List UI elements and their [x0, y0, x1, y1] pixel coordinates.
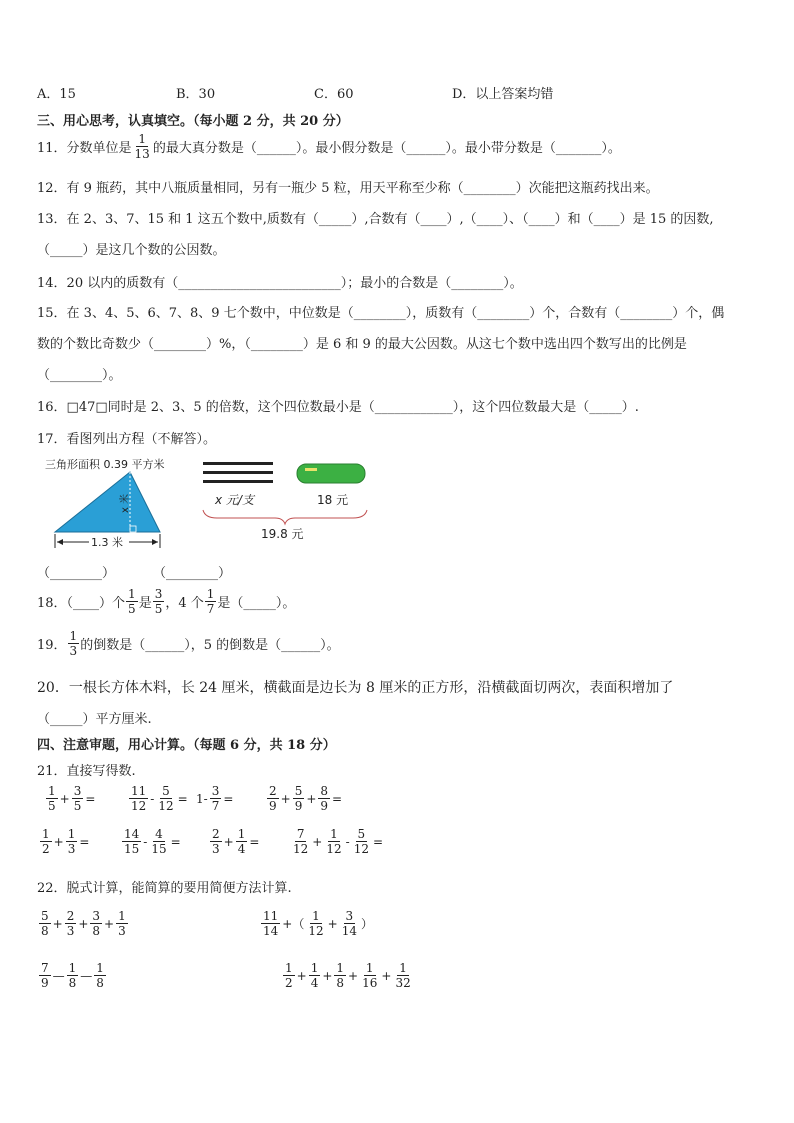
- section-4-heading: 四、注意审题，用心计算。（每题 6 分，共 18 分）: [37, 738, 336, 753]
- question-14: 14．20 以内的质数有（_________________________）；最小的合数是（________）。: [37, 276, 523, 291]
- question-21: 21．直接写得数.: [37, 764, 136, 779]
- q21-expression-1: $\frac{1}{5}$ + $\frac{3}{5}$ =: [48, 784, 96, 813]
- choice-d: D．以上答案均错: [452, 87, 554, 102]
- triangle-area-label: 三角形面积 0.39 平方米: [45, 458, 165, 471]
- q21-expression-3: 1- $\frac{3}{7}$ =: [196, 784, 234, 813]
- choice-b: B．30: [176, 87, 216, 102]
- pen-2: [203, 471, 273, 474]
- total-brace: [203, 510, 367, 524]
- q17-answer-2: （________）: [153, 566, 232, 581]
- section-3-heading: 三、用心思考，认真填空。（每小题 2 分，共 20 分）: [37, 114, 349, 129]
- question-11: [37, 133, 621, 160]
- q21-expression-2: $\frac{11}{12}$ - $\frac{5}{12}$ =: [131, 784, 188, 813]
- triangle-base-label: 1.3 米: [91, 536, 123, 549]
- pencil-box: [297, 464, 365, 483]
- q18-fraction-3: $\frac{1}{7}$: [206, 587, 215, 616]
- question-17: 17．看图列出方程（不解答）。: [37, 432, 217, 447]
- question-13-line2: （_____）是这几个数的公因数。: [37, 243, 226, 258]
- q18-fraction-2: $\frac{3}{5}$: [154, 587, 163, 616]
- q19-prefix: 19．: [37, 638, 67, 653]
- q21-expression-8: $\frac{7}{12}$ + $\frac{1}{12}$ - $\frac{5}{12}$ =: [293, 827, 384, 856]
- pencil-box-price-label: 18 元: [317, 493, 349, 507]
- q22-expression-3: $\frac{7}{9}$ — $\frac{1}{8}$ — $\frac{1}{8}$: [41, 961, 104, 990]
- question-15-line3: （________）。: [37, 368, 122, 383]
- total-price-label: 19.8 元: [261, 527, 304, 541]
- q21-expression-6: $\frac{14}{15}$ - $\frac{4}{15}$ =: [124, 827, 181, 856]
- q21-expression-7: $\frac{2}{3}$ + $\frac{1}{4}$ =: [212, 827, 260, 856]
- q19-suffix: 的倒数是（______），5 的倒数是（______）。: [80, 638, 340, 653]
- q11-fraction: $\frac{1}{13}$: [134, 132, 150, 161]
- question-15-line1: 15．在 3、4、5、6、7、8、9 七个数中，中位数是（________），质数有（________）个，合数有（________）个，偶: [37, 306, 725, 321]
- pen-1: [203, 462, 273, 465]
- q18-suffix: 是（_____）。: [217, 596, 296, 611]
- pen-3: [203, 480, 273, 483]
- q22-expression-1: $\frac{5}{8}$ + $\frac{2}{3}$ + $\frac{3}{8}$ + $\frac{1}{3}$: [41, 909, 126, 938]
- triangle-height-label: x 米: [120, 493, 131, 513]
- q18-fraction-1: $\frac{1}{5}$: [128, 587, 136, 616]
- q11-suffix: 的最大真分数是（______）。最小假分数是（______）。最小带分数是（_______）。: [152, 141, 621, 156]
- q17-answer-1: （________）: [37, 566, 116, 581]
- choice-c: C．60: [314, 87, 354, 102]
- base-arrow-left: [57, 539, 63, 545]
- question-18: [37, 588, 295, 615]
- question-16: 16．□47□同时是 2、3、5 的倍数，这个四位数最小是（____________），这个四位数最大是（_____）.: [37, 400, 639, 415]
- question-20-line2: （_____）平方厘米.: [37, 712, 152, 727]
- question-13-line1: 13．在 2、3、7、15 和 1 这五个数中,质数有（_____）,合数有（____）,（____）、（____）和（____）是 15 的因数,: [37, 212, 714, 227]
- question-22: 22．脱式计算，能简算的要用简便方法计算.: [37, 881, 292, 896]
- q22-expression-2: $\frac{11}{14}$ +（ $\frac{1}{12}$ + $\frac{3}{14}$ ）: [263, 909, 373, 938]
- question-15-line2: 数的个数比奇数少（________）%，（________）是 6 和 9 的最大公因数。从这七个数中选出四个数写出的比例是: [37, 337, 687, 352]
- q21-expression-4: $\frac{2}{9}$ + $\frac{5}{9}$ + $\frac{8}{9}$ =: [269, 784, 343, 813]
- q22-expression-4: $\frac{1}{2}$ + $\frac{1}{4}$ + $\frac{1}{8}$ + $\frac{1}{16}$ + $\frac{1}{32}$: [285, 961, 411, 990]
- question-12: 12．有 9 瓶药，其中八瓶质量相同，另有一瓶少 5 粒，用天平称至少称（________）次能把这瓶药找出来。: [37, 181, 659, 196]
- question-20-line1: 20．一根长方体木料，长 24 厘米，横截面是边长为 8 厘米的正方形，沿横截面切两次，表面积增加了: [37, 680, 674, 696]
- q19-fraction: $\frac{1}{3}$: [69, 629, 78, 658]
- base-arrow-right: [152, 539, 158, 545]
- pencil-box-decoration: [305, 468, 317, 471]
- pen-price-label: x 元/支: [215, 493, 254, 507]
- q18-prefix: 18．（____）个: [37, 596, 126, 611]
- choice-a: A．15: [37, 87, 76, 102]
- question-17-figure: [37, 452, 377, 552]
- q11-prefix: 11．分数单位是: [37, 141, 132, 156]
- q18-mid-2: ，4 个: [165, 596, 204, 611]
- q21-expression-5: $\frac{1}{2}$ + $\frac{1}{3}$ =: [42, 827, 90, 856]
- triangle-shape: [55, 472, 160, 532]
- q18-mid-1: 是: [138, 596, 152, 611]
- question-19: [37, 630, 340, 657]
